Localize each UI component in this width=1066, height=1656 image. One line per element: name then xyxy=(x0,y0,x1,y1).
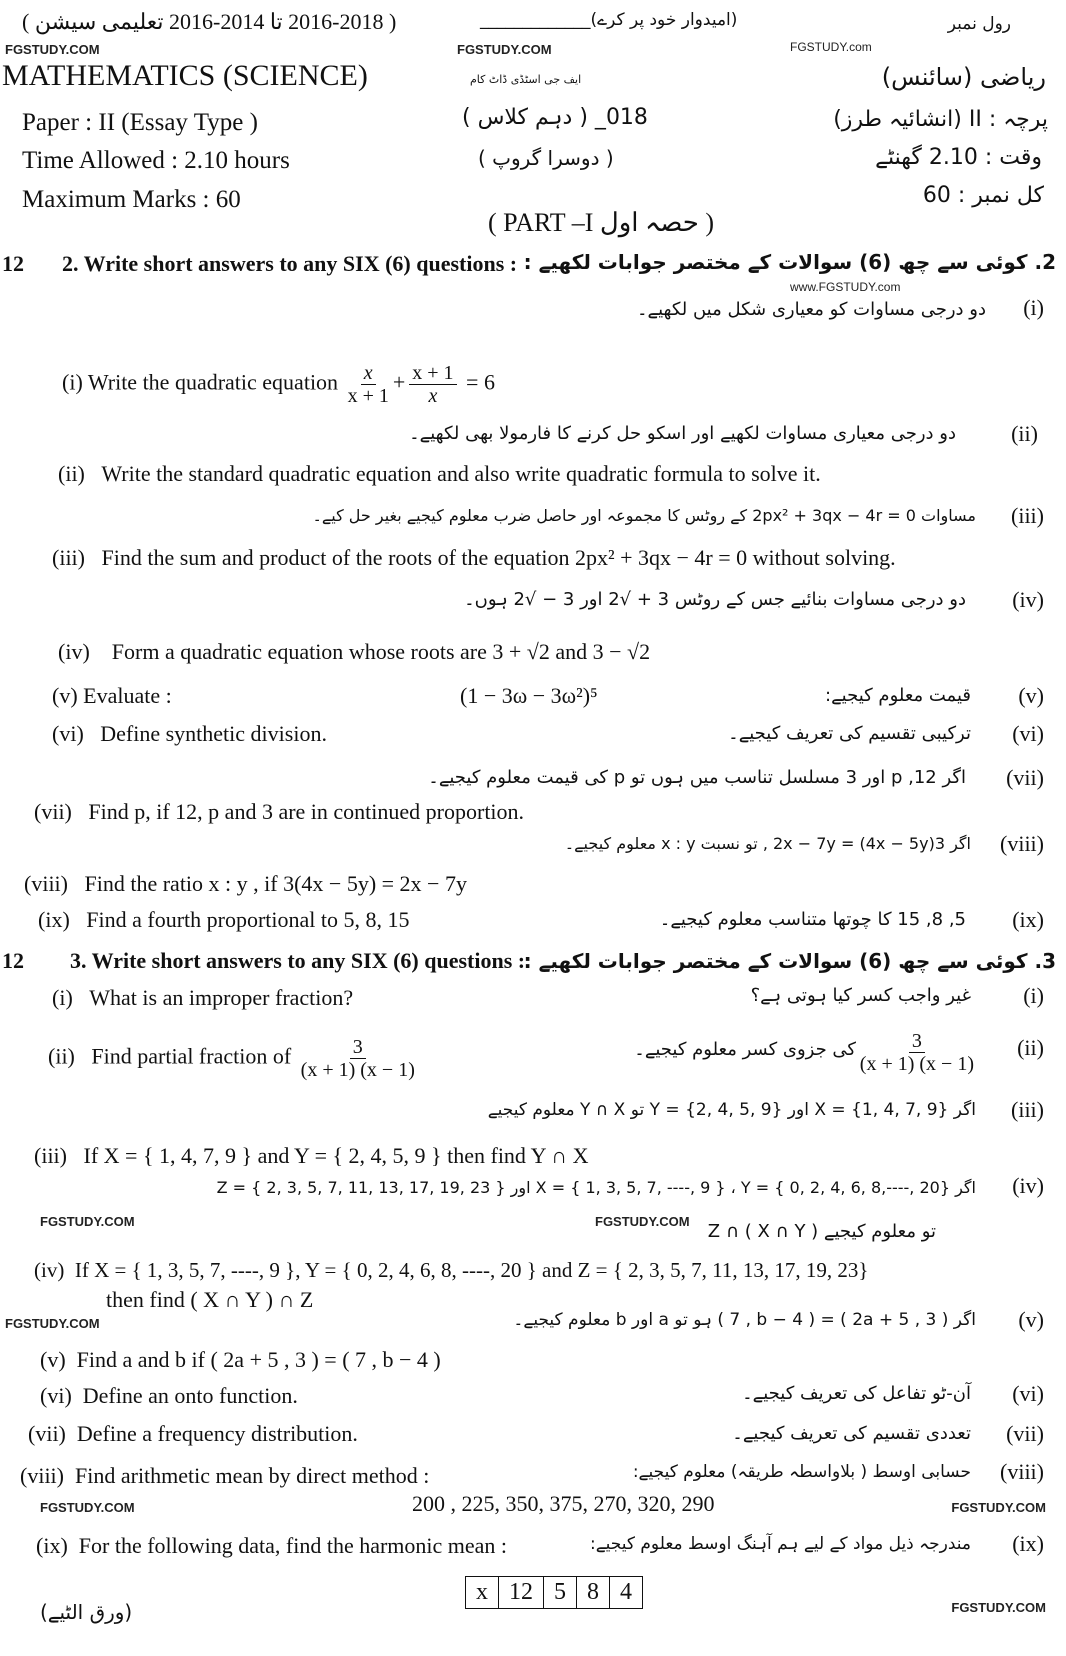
item-number-urdu: (iii) xyxy=(1011,1097,1044,1122)
q3-marks: 12 xyxy=(2,948,24,973)
numerator: x xyxy=(361,362,376,385)
item-number-urdu: (ix) xyxy=(1012,907,1044,932)
q3-vi-text: Define an onto function. xyxy=(82,1383,298,1408)
harmonic-mean-table xyxy=(465,1576,643,1609)
table-cell: 4 xyxy=(610,1577,643,1609)
q2-ii-urdu: دو درجی معیاری مساوات لکھیے اور اسکو حل کرنے کا فارمولا بھی لکھیے۔ xyxy=(409,423,956,444)
q2-iv-urdu: دو درجی مساوات بنائیے جس کے روٹس 3 + √2 اور 3 − √2 ہوں۔ xyxy=(464,589,966,610)
item-number-urdu: (ii) xyxy=(1017,1035,1044,1060)
q2-vii-urdu: اگر 12, p اور 3 مسلسل تناسب میں ہوں تو p کی قیمت معلوم کیجیے۔ xyxy=(428,767,966,788)
part-heading: ( PART –I حصہ اول ) xyxy=(488,208,715,237)
item-text: Write the quadratic equation xyxy=(87,369,339,395)
item-number: (viii) xyxy=(20,1463,64,1488)
watermark: FGSTUDY.COM xyxy=(5,42,100,57)
watermark: FGSTUDY.COM xyxy=(595,1214,690,1229)
q3-vii-text: Define a frequency distribution. xyxy=(76,1421,358,1446)
watermark: FGSTUDY.COM xyxy=(457,42,552,57)
item-number-urdu: (ix) xyxy=(1012,1531,1044,1556)
q3-viii-urdu: حسابی اوسط ( بلاواسطہ طریقہ) معلوم کیجیے: xyxy=(632,1462,971,1482)
subject-title: MATHEMATICS (SCIENCE) xyxy=(2,59,368,92)
item-number: (iv) xyxy=(58,639,90,664)
q3-ix-urdu: مندرجہ ذیل مواد کے لیے ہم آہنگ اوسط معلوم کیجیے: xyxy=(589,1534,971,1554)
item-number: (i) xyxy=(62,369,83,395)
q2-v-urdu: قیمت معلوم کیجیے: xyxy=(825,685,971,706)
item-number-urdu: (vii) xyxy=(1006,1421,1044,1446)
fraction xyxy=(409,362,456,407)
table-cell: 8 xyxy=(577,1577,610,1609)
denominator: x + 1 xyxy=(347,385,389,407)
q3-iv-text-2: then find ( X ∩ Y ) ∩ Z xyxy=(106,1287,314,1312)
item-number: (iv) xyxy=(34,1258,65,1282)
numerator: 3 xyxy=(350,1036,366,1059)
table-cell: x xyxy=(466,1577,499,1609)
session-label: ( 2016-2018 تا 2014-2016 تعلیمی سیشن ) xyxy=(22,9,397,34)
group-label: ( دوسرا گروپ ) xyxy=(478,146,614,170)
q2-vii-text: Find p, if 12, p and 3 are in continued proportion. xyxy=(88,799,525,824)
q3-viii-data: 200 , 225, 350, 375, 270, 320, 290 xyxy=(412,1491,715,1516)
q3-iv-text: If X = { 1, 3, 5, 7, ----, 9 }, Y = { 0, 2, 4, 6, 8, ----, 20 } and Z = { 2, 3, 5, 7, 11, 13, 17, 19, 23} xyxy=(74,1258,869,1282)
item-number: (vi) xyxy=(52,721,84,746)
q2-ii-text: Write the standard quadratic equation and also write quadratic formula to solve it. xyxy=(101,461,821,486)
q2-vi-text: Define synthetic division. xyxy=(100,721,327,746)
watermark: FGSTUDY.com xyxy=(790,40,872,54)
item-number: (ii) xyxy=(58,461,85,486)
denominator: (x + 1) (x − 1) xyxy=(859,1053,974,1075)
numerator: 3 xyxy=(909,1030,925,1053)
item-number: (ix) xyxy=(36,1533,68,1558)
item-number-urdu: (ii) xyxy=(1011,421,1038,446)
item-number: (viii) xyxy=(24,871,68,896)
q3-title-urdu: 3. کوئی سے چھ (6) سوالات کے مختصر جوابات لکھیے : xyxy=(523,949,1056,973)
q2-marks: 12 xyxy=(2,251,24,276)
q3-i-urdu: غیر واجب کسر کیا ہوتی ہے؟ xyxy=(750,985,971,1006)
q3-title: 3. Write short answers to any SIX (6) questions : xyxy=(70,948,526,973)
item-number-urdu: (vi) xyxy=(1012,1381,1044,1406)
item-number-urdu: (v) xyxy=(1018,683,1044,708)
item-number: (iii) xyxy=(34,1143,67,1168)
q3-ix-text: For the following data, find the harmonic mean : xyxy=(78,1533,508,1558)
watermark: FGSTUDY.COM xyxy=(5,1316,100,1331)
q2-title-urdu: 2. کوئی سے چھ (6) سوالات کے مختصر جوابات لکھیے : xyxy=(523,250,1056,274)
q3-ii-urdu: کی جزوی کسر معلوم کیجیے۔ xyxy=(634,1039,856,1060)
denominator: (x + 1) (x − 1) xyxy=(300,1059,415,1081)
subject-title-urdu: ریاضی (سائنس) xyxy=(881,63,1046,91)
item-number: (iii) xyxy=(52,545,85,570)
item-number: (vii) xyxy=(34,799,72,824)
item-number-urdu: (iii) xyxy=(1011,503,1044,528)
item-number: (i) xyxy=(52,985,73,1010)
table-cell: 12 xyxy=(499,1577,544,1609)
watermark: FGSTUDY.COM xyxy=(951,1500,1046,1515)
item-number-urdu: (iv) xyxy=(1012,1173,1044,1198)
q2-v-text: Evaluate : xyxy=(83,683,172,708)
item-number-urdu: (viii) xyxy=(1000,831,1044,856)
item-number-urdu: (vii) xyxy=(1006,765,1044,790)
maximum-marks: Maximum Marks : 60 xyxy=(22,186,241,213)
watermark: FGSTUDY.COM xyxy=(40,1214,135,1229)
q2-title: 2. Write short answers to any SIX (6) questions : xyxy=(62,251,518,276)
numerator: x + 1 xyxy=(409,362,456,385)
watermark: www.FGSTUDY.com xyxy=(790,280,901,294)
q3-iii-urdu: اگر X = {1, 4, 7, 9} اور Y = {2, 4, 5, 9} تو Y ∩ X معلوم کیجیے xyxy=(487,1100,976,1120)
q3-v-urdu: اگر ( 2a + 5 , 3 ) = ( 7 , b − 4 ) ہو تو a اور b معلوم کیجیے۔ xyxy=(513,1310,976,1330)
fraction xyxy=(301,1036,415,1081)
q2-i-question: (i) Write the quadratic equation $\frac{x}{x + 1}$ + $\frac{x + 1}{x}$ = 6 xyxy=(62,362,495,407)
watermark: FGSTUDY.COM xyxy=(951,1600,1046,1615)
fraction xyxy=(860,1030,974,1075)
q3-iv-urdu: اگر X = { 1, 3, 5, 7, ----, 9 } ، Y = { 0, 2, 4, 6, 8,----, 20} اور Z = { 2, 3, 5, 7, 11, 13, 17, 19, 23 } xyxy=(216,1178,976,1197)
item-number: (ii) xyxy=(48,1043,75,1069)
item-number: (vii) xyxy=(28,1421,66,1446)
item-number: (ix) xyxy=(38,907,70,932)
q2-viii-urdu: اگر 3(4x − 5y) = 2x − 7y , تو نسبت x : y معلوم کیجیے۔ xyxy=(564,834,971,853)
item-number-urdu: (iv) xyxy=(1012,587,1044,612)
watermark: ایف جی اسٹڈی ڈاٹ کام xyxy=(470,73,582,86)
class-label: 018_ ( دہم کلاس ) xyxy=(462,105,648,130)
watermark: FGSTUDY.COM xyxy=(40,1500,135,1515)
denominator: x xyxy=(428,385,438,407)
q3-iv-urdu-2: تو معلوم کیجیے ( X ∩ Y ) ∩ Z xyxy=(707,1221,936,1242)
q2-iii-urdu: مساوات 2px² + 3qx − 4r = 0 کے روٹس کا مجموعہ اور حاصل ضرب معلوم کیجیے بغیر حل کیے۔ xyxy=(312,506,976,525)
paper-type: Paper : II (Essay Type ) xyxy=(22,109,258,136)
item-number: (v) xyxy=(52,683,78,708)
q3-i-text: What is an improper fraction? xyxy=(89,985,354,1010)
q2-iii-text: Find the sum and product of the roots of the equation 2px² + 3qx − 4r = 0 without solving. xyxy=(101,545,896,570)
item-number: (vi) xyxy=(40,1383,72,1408)
table-cell: 5 xyxy=(544,1577,577,1609)
paper-type-urdu: پرچہ : II (انشائیہ طرز) xyxy=(833,107,1048,132)
time-allowed: Time Allowed : 2.10 hours xyxy=(22,147,290,174)
q2-i-urdu: دو درجی مساوات کو معیاری شکل میں لکھیے۔ xyxy=(637,299,986,320)
q2-viii-text: Find the ratio x : y , if 3(4x − 5y) = 2x − 7y xyxy=(84,871,467,896)
q2-v-expression: (1 − 3ω − 3ω²)⁵ xyxy=(460,683,598,708)
item-number-urdu: (vi) xyxy=(1012,721,1044,746)
q3-ii-text: Find partial fraction of xyxy=(91,1043,292,1069)
time-allowed-urdu: وقت : 2.10 گھنٹے xyxy=(875,145,1042,170)
q2-i-number-urdu: (i) xyxy=(1023,295,1044,320)
q3-iii-text: If X = { 1, 4, 7, 9 } and Y = { 2, 4, 5, 9 } then find Y ∩ X xyxy=(83,1143,589,1168)
q2-vi-urdu: ترکیبی تقسیم کی تعریف کیجیے۔ xyxy=(728,723,971,744)
item-number: (v) xyxy=(40,1347,66,1372)
q2-ix-text: Find a fourth proportional to 5, 8, 15 xyxy=(86,907,410,932)
q3-vii-urdu: تعددی تقسیم کی تعریف کیجیے۔ xyxy=(732,1423,971,1444)
candidate-note: (امیدوار خود پر کرے)_____________ xyxy=(480,10,738,30)
item-number-urdu: (viii) xyxy=(1000,1459,1044,1484)
q3-viii-text: Find arithmetic mean by direct method : xyxy=(75,1463,430,1488)
item-number-urdu: (i) xyxy=(1023,983,1044,1008)
turn-over-note: (ورق الٹیے) xyxy=(40,1600,133,1624)
item-number-urdu: (v) xyxy=(1018,1307,1044,1332)
fraction xyxy=(348,362,389,407)
q3-v-text: Find a and b if ( 2a + 5 , 3 ) = ( 7 , b − 4 ) xyxy=(76,1347,441,1372)
maximum-marks-urdu: کل نمبر : 60 xyxy=(922,183,1044,208)
q3-vi-urdu: آن-ٹو تفاعل کی تعریف کیجیے۔ xyxy=(742,1383,971,1404)
equation-rhs: = 6 xyxy=(466,369,495,395)
roll-number-label: رول نمبر xyxy=(947,14,1011,34)
q2-ix-urdu: 5, 8, 15 کا چوتھا متناسب معلوم کیجیے۔ xyxy=(659,909,966,930)
q2-iv-text: Form a quadratic equation whose roots are 3 + √2 and 3 − √2 xyxy=(111,639,651,664)
